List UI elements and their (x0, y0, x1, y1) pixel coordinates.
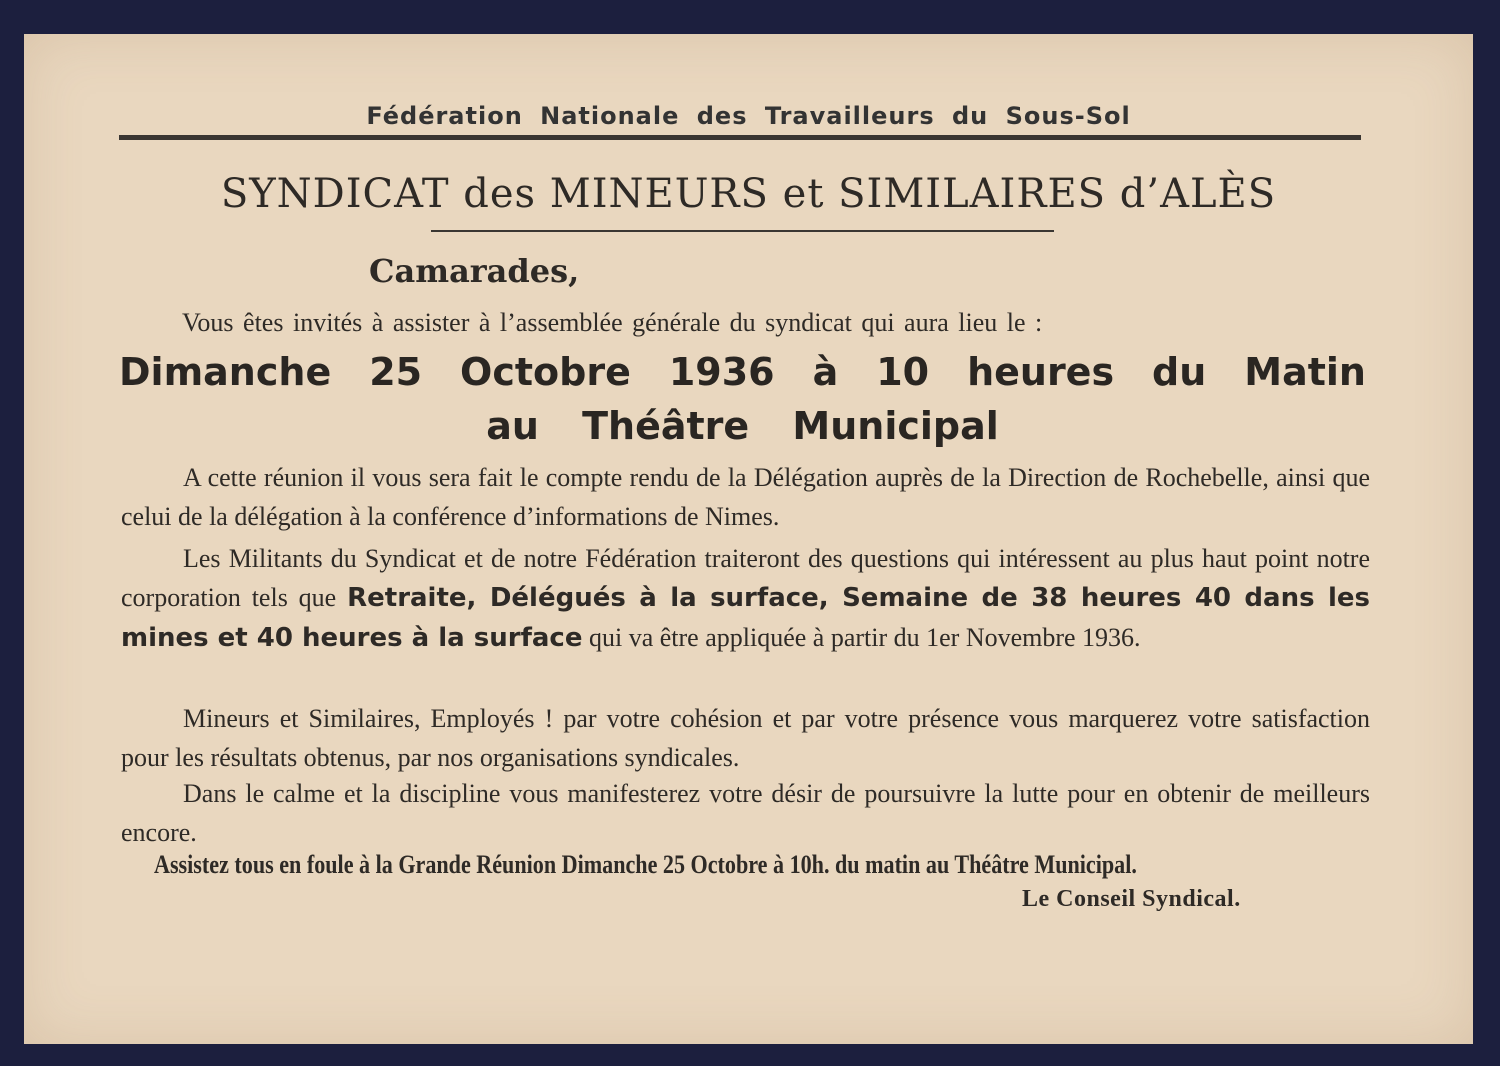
title-underline (431, 230, 1054, 232)
closing-text: Assistez tous en foule à la Grande Réunion Dimanche 25 Octobre à 10h. du matin au Théâtre Municipal. (154, 850, 1137, 879)
header-rule (119, 135, 1361, 140)
paragraph-discipline: Dans le calme et la discipline vous manifesterez votre désir de poursuivre la lutte pour en obtenir de meilleurs encore. (121, 779, 1370, 847)
poster-sheet (24, 34, 1473, 1044)
paragraph-delegation: A cette réunion il vous sera fait le compte rendu de la Délégation auprès de la Direction de Rochebelle, ainsi que celui de la délégation à la conférence d’informations de Nimes. (121, 463, 1370, 531)
invitation-line: Vous êtes invités à assister à l’assemblée générale du syndicat qui aura lieu le : (182, 308, 1043, 337)
meeting-date: Dimanche 25 Octobre 1936 à 10 heures du Matin (119, 350, 1366, 394)
paragraph-topics (121, 539, 1370, 658)
signature: Le Conseil Syndical. (1022, 886, 1241, 912)
federation-heading: Fédération Nationale des Travailleurs du Sous-Sol (366, 102, 1131, 130)
topics-end: qui va être appliquée à partir du 1er Novembre 1936. (588, 623, 1141, 652)
paragraph-cohesion: Mineurs et Similaires, Employés ! par votre cohésion et par votre présence vous marquerez votre satisfaction pour les résultats obtenus, par nos organisations syndicales. (121, 704, 1370, 772)
meeting-venue: au Théâtre Municipal (486, 404, 999, 448)
closing-call (154, 850, 1371, 880)
syndicat-title: SYNDICAT des MINEURS et SIMILAIRES d’ALÈS (220, 171, 1277, 217)
topics-intro: Les Militants du Syndicat et de notre Fédération traiteront des questions qui intéressent au plus haut point notre corporation tels que (121, 544, 1370, 612)
salutation: Camarades, (369, 252, 580, 290)
topics-emphasis: Retraite, Délégués à la surface, Semaine de 38 heures 40 dans les mines et 40 heures à la surface (121, 583, 1370, 653)
